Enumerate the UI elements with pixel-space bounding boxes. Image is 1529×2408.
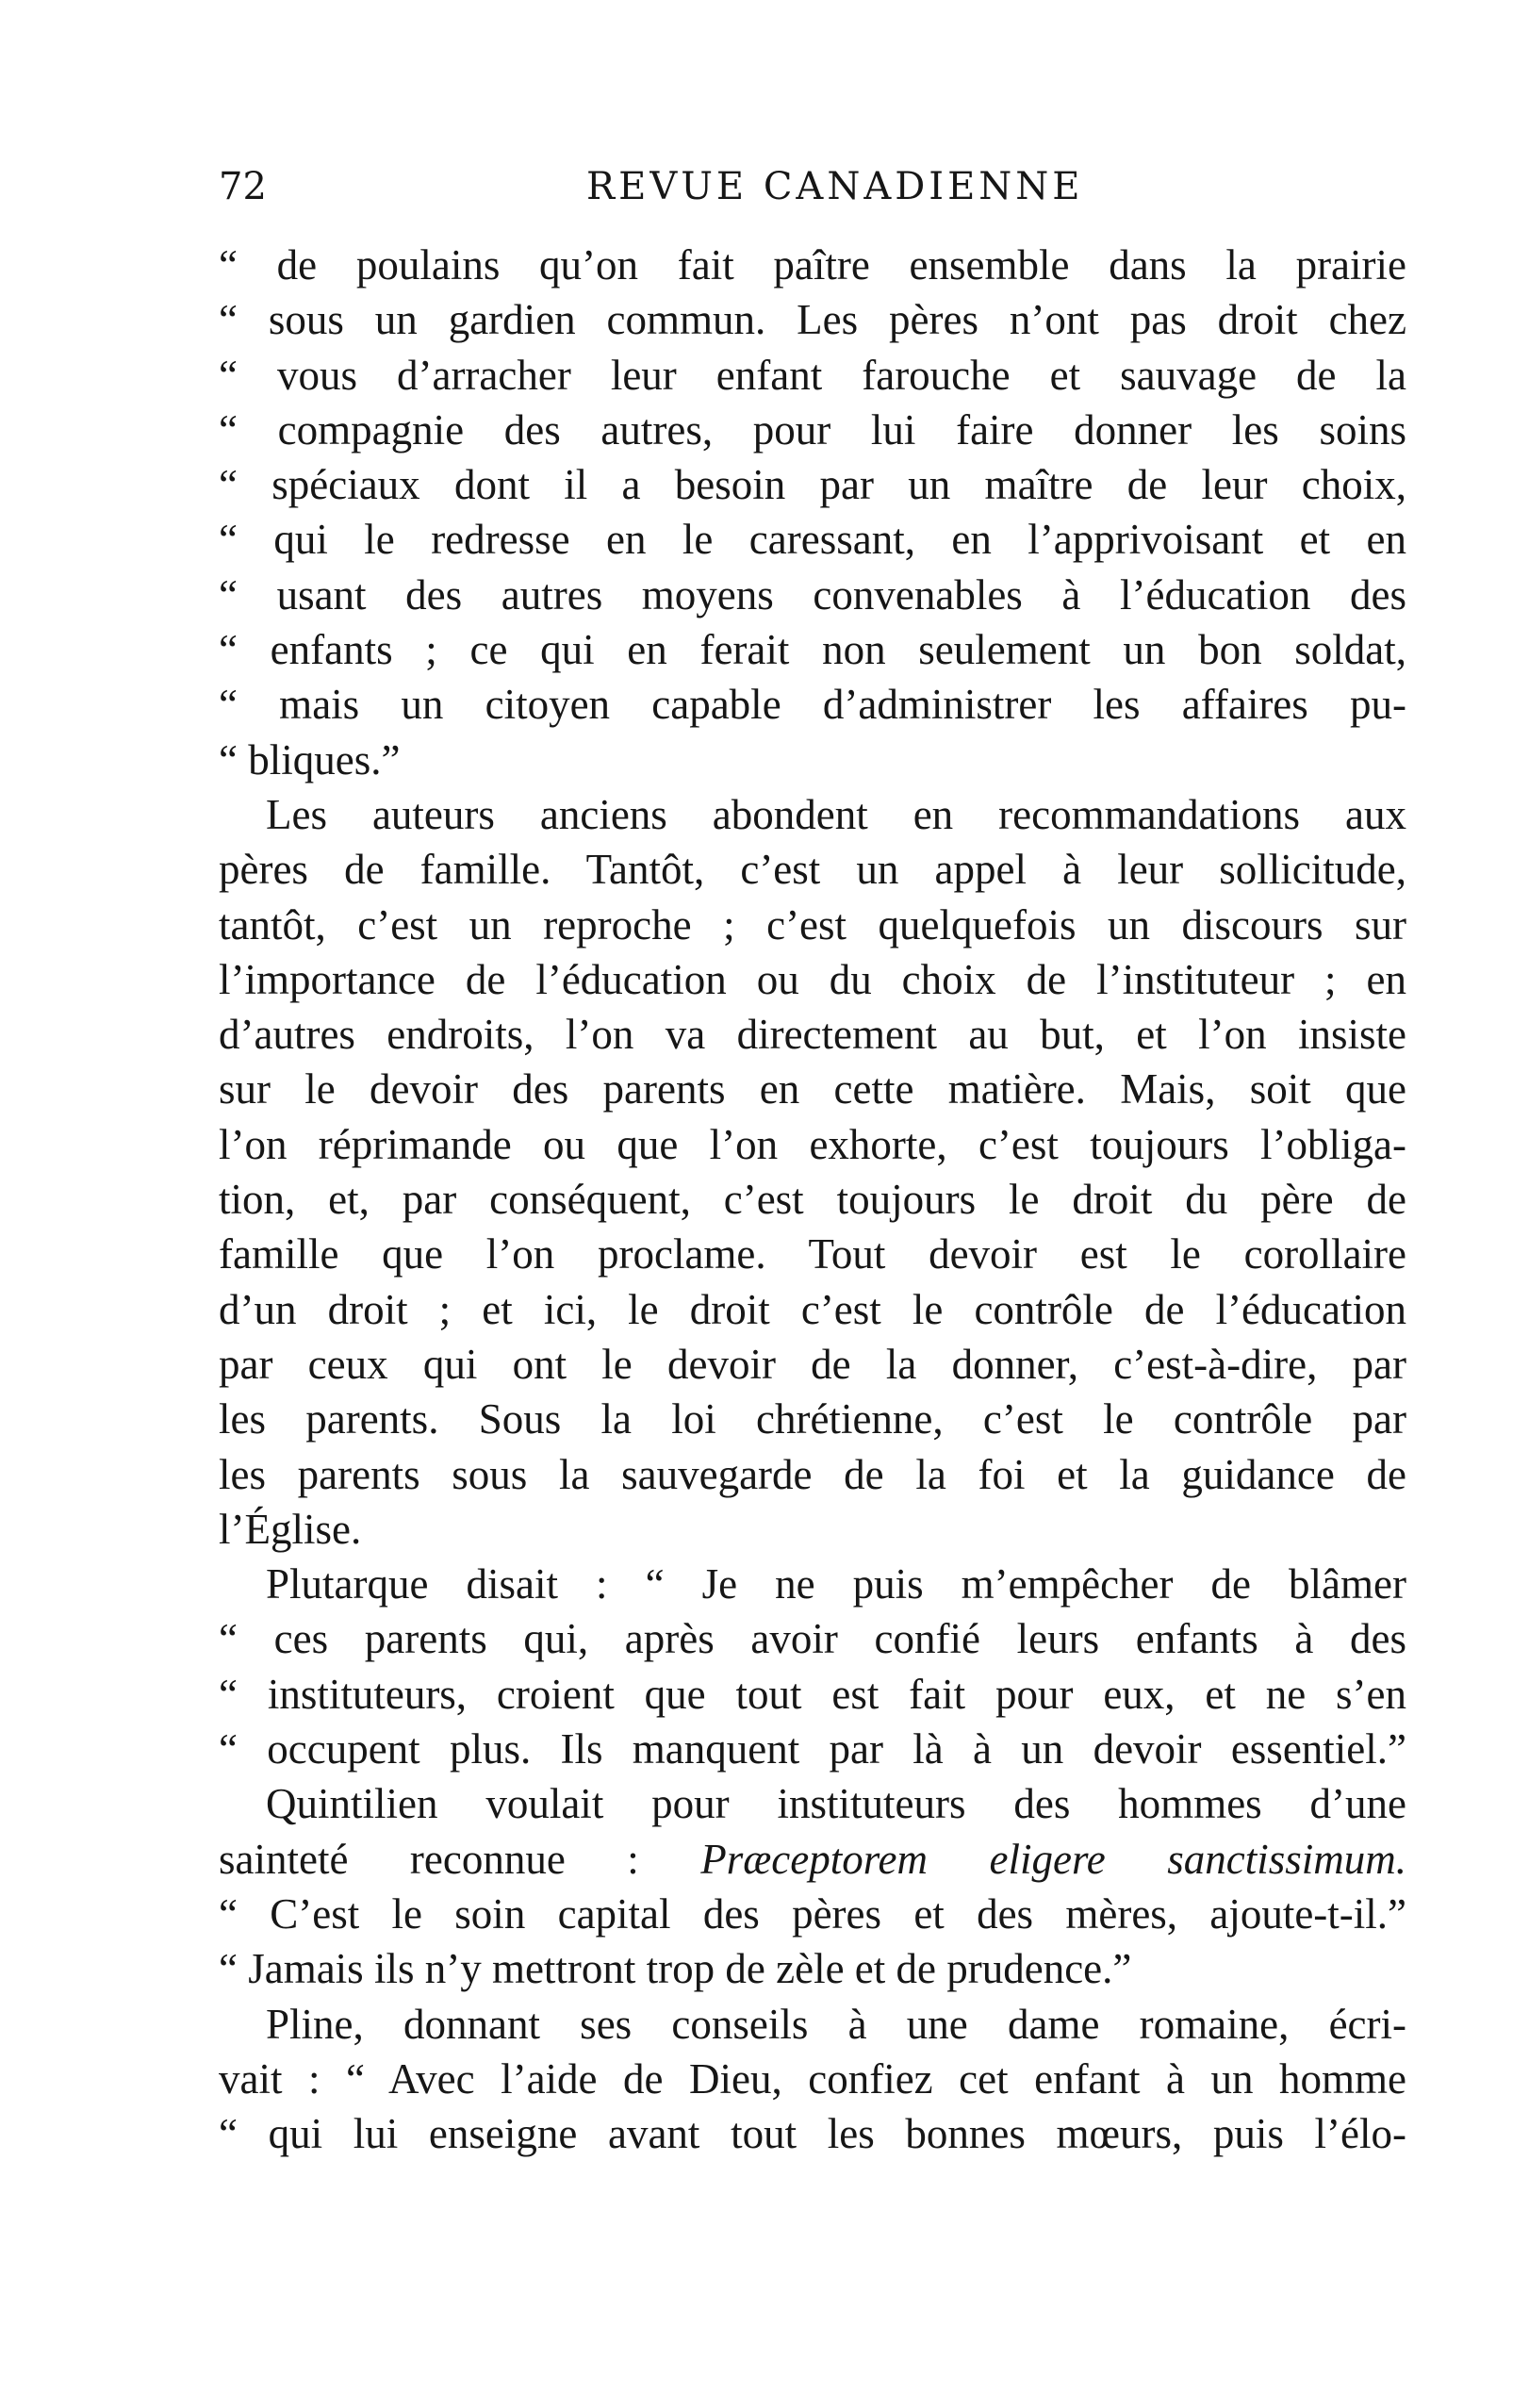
paragraph-start: Quintilien voulait pour instituteurs des hommes d’une [266,1780,1406,1828]
text-line: “ vous d’arracher leur enfant farouche et sauvage de la [219,351,1406,399]
text-line: par ceux qui ont le devoir de la donner, c’est-à-dire, par [219,1340,1406,1388]
text-line: famille que l’on proclame. Tout devoir est le corollaire [219,1230,1406,1278]
text-line: “ Jamais ils n’y mettront trop de zèle et de prudence.” [219,1945,1132,1993]
text-line: vait : “ Avec l’aide de Dieu, confiez cet enfant à un homme [219,2054,1406,2103]
text-line: tantôt, c’est un reproche ; c’est quelquefois un discours sur [219,900,1406,948]
text-line: “ qui lui enseigne avant tout les bonnes mœurs, puis l’élo- [219,2110,1406,2158]
text-line: “ ces parents qui, après avoir confié leurs enfants à des [219,1615,1406,1663]
text-line: l’importance de l’éducation ou du choix de l’instituteur ; en [219,955,1406,1003]
text-line: “ C’est le soin capital des pères et des mères, ajoute-t-il.” [219,1889,1406,1938]
text-line: l’on réprimande ou que l’on exhorte, c’est toujours l’obliga- [219,1120,1406,1168]
text-fragment: sainteté reconnue : [219,1835,639,1883]
paragraph-start: Pline, donnant ses conseils à une dame romaine, écri- [266,2000,1406,2048]
running-title: REVUE CANADIENNE [586,165,1084,208]
text-line: “ qui le redresse en le caressant, en l’apprivoisant et en [219,516,1406,564]
text-line: pères de famille. Tantôt, c’est un appel à leur sollicitude, [219,846,1406,894]
body-text [219,238,1406,2161]
text-line: “ enfants ; ce qui en ferait non seulement un bon soldat, [219,626,1406,674]
text-line: “ mais un citoyen capable d’administrer les affaires pu- [219,681,1406,729]
text-line: l’Église. [219,1505,362,1553]
latin-quote: Præceptorem eligere sanctissimum. [700,1835,1406,1883]
text-line: “ de poulains qu’on fait paître ensemble dans la prairie [219,241,1406,289]
text-line: sur le devoir des parents en cette matière. Mais, soit que [219,1065,1406,1113]
text-line-with-quote [219,1832,1406,1887]
text-line: d’autres endroits, l’on va directement au but, et l’on insiste [219,1011,1406,1059]
text-line: d’un droit ; et ici, le droit c’est le contrôle de l’éducation [219,1285,1406,1333]
paragraph-start: Plutarque disait : “ Je ne puis m’empêcher de blâmer [266,1560,1406,1608]
text-line: “ sous un gardien commun. Les pères n’ont pas droit chez [219,296,1406,344]
text-line: “ instituteurs, croient que tout est fait pour eux, et ne s’en [219,1670,1406,1718]
text-line: les parents. Sous la loi chrétienne, c’est le contrôle par [219,1395,1406,1443]
text-line: tion, et, par conséquent, c’est toujours le droit du père de [219,1176,1406,1224]
text-line: “ bliques.” [219,735,401,783]
text-line: les parents sous la sauvegarde de la foi et la guidance de [219,1450,1406,1498]
page-number: 72 [219,165,267,208]
text-line: “ occupent plus. Ils manquent par là à un devoir essentiel.” [219,1725,1406,1773]
text-line: “ usant des autres moyens convenables à l’éducation des [219,570,1406,618]
paragraph-start: Les auteurs anciens abondent en recommandations aux [266,790,1406,838]
running-head [219,158,1406,215]
text-line: “ spéciaux dont il a besoin par un maître de leur choix, [219,461,1406,509]
text-line: “ compagnie des autres, pour lui faire donner les soins [219,405,1406,454]
